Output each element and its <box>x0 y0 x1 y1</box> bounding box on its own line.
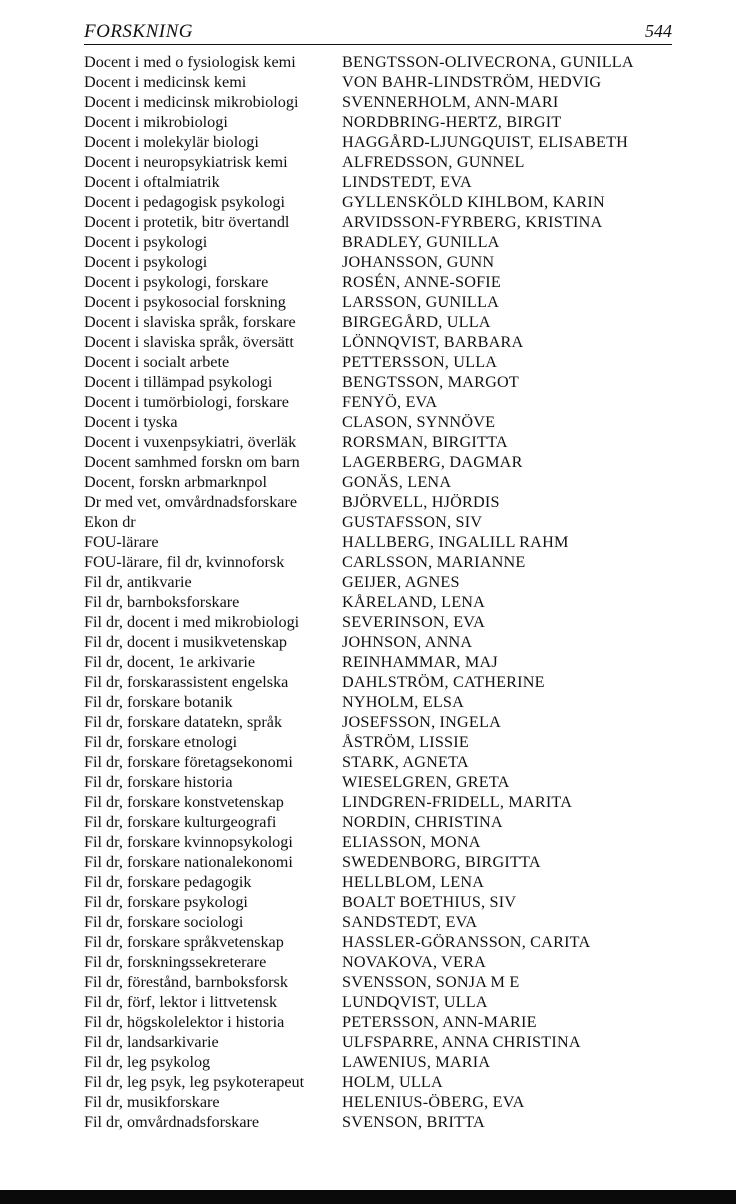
section-title: FORSKNING <box>84 21 193 42</box>
entry-title: Fil dr, forskare nationalekonomi <box>84 853 293 871</box>
directory-entry <box>84 332 694 352</box>
entry-name: PETERSSON, ANN-MARIE <box>342 1013 537 1031</box>
directory-entry <box>84 472 694 492</box>
entry-name: LAGERBERG, DAGMAR <box>342 453 523 471</box>
entry-name: LÖNNQVIST, BARBARA <box>342 333 524 351</box>
entry-title: Docent i oftalmiatrik <box>84 173 220 191</box>
entry-name: BOALT BOETHIUS, SIV <box>342 893 517 911</box>
directory-entry <box>84 352 694 372</box>
entry-title: Fil dr, forskare pedagogik <box>84 873 252 891</box>
directory-entry <box>84 192 694 212</box>
entry-title: Fil dr, forskare botanik <box>84 693 233 711</box>
directory-entry <box>84 832 694 852</box>
entry-title: FOU-lärare <box>84 533 159 551</box>
entry-title: Docent i med o fysiologisk kemi <box>84 53 296 71</box>
entry-name: ALFREDSSON, GUNNEL <box>342 153 525 171</box>
directory-entry <box>84 152 694 172</box>
entry-title: Ekon dr <box>84 513 136 531</box>
entry-name: STARK, AGNETA <box>342 753 469 771</box>
entry-name: GYLLENSKÖLD KIHLBOM, KARIN <box>342 193 605 211</box>
entry-name: DAHLSTRÖM, CATHERINE <box>342 673 545 691</box>
entry-title: Fil dr, forskarassistent engelska <box>84 673 289 691</box>
entry-name: CARLSSON, MARIANNE <box>342 553 526 571</box>
directory-entry <box>84 252 694 272</box>
directory-entry <box>84 1052 694 1072</box>
entry-name: LARSSON, GUNILLA <box>342 293 499 311</box>
entry-name: SVENNERHOLM, ANN-MARI <box>342 93 559 111</box>
entry-title: Fil dr, forskare historia <box>84 773 233 791</box>
entry-name: JOSEFSSON, INGELA <box>342 713 501 731</box>
directory-entry <box>84 292 694 312</box>
directory-entry <box>84 112 694 132</box>
directory-entry <box>84 52 694 72</box>
directory-entry <box>84 852 694 872</box>
directory-entry <box>84 1112 694 1132</box>
entry-title: Fil dr, högskolelektor i historia <box>84 1013 285 1031</box>
entry-title: Docent i molekylär biologi <box>84 133 259 151</box>
entry-title: Docent i tillämpad psykologi <box>84 373 273 391</box>
directory-entry <box>84 132 694 152</box>
entry-title: Fil dr, barnboksforskare <box>84 593 240 611</box>
entry-name: BRADLEY, GUNILLA <box>342 233 500 251</box>
entry-title: Fil dr, forskare sociologi <box>84 913 244 931</box>
entry-title: Fil dr, forskare företagsekonomi <box>84 753 293 771</box>
page-number: 544 <box>645 21 672 41</box>
entry-name: JOHNSON, ANNA <box>342 633 473 651</box>
entry-title: Docent i psykosocial forskning <box>84 293 286 311</box>
entry-name: HAGGÅRD-LJUNGQUIST, ELISABETH <box>342 133 629 151</box>
entry-name: GUSTAFSSON, SIV <box>342 513 483 531</box>
entry-name: SVENSON, BRITTA <box>342 1113 485 1131</box>
directory-entry <box>84 872 694 892</box>
entry-title: Fil dr, förf, lektor i littvetensk <box>84 993 278 1011</box>
entry-name: ULFSPARRE, ANNA CHRISTINA <box>342 1033 581 1051</box>
entry-name: ELIASSON, MONA <box>342 833 481 851</box>
entry-title: Docent i tumörbiologi, forskare <box>84 393 289 411</box>
entry-title: Fil dr, docent, 1e arkivarie <box>84 653 256 671</box>
entry-title: Fil dr, leg psyk, leg psykoterapeut <box>84 1073 305 1091</box>
directory-list <box>84 52 694 1132</box>
entry-title: Fil dr, leg psykolog <box>84 1053 211 1071</box>
entry-title: Docent i medicinsk kemi <box>84 73 247 91</box>
entry-name: BENGTSSON-OLIVECRONA, GUNILLA <box>342 53 634 71</box>
directory-entry <box>84 172 694 192</box>
directory-entry <box>84 612 694 632</box>
entry-title: Fil dr, förestånd, barnboksforsk <box>84 973 288 991</box>
directory-entry <box>84 652 694 672</box>
directory-entry <box>84 592 694 612</box>
directory-entry <box>84 952 694 972</box>
directory-entry <box>84 272 694 292</box>
directory-entry <box>84 1092 694 1112</box>
entry-title: Docent i neuropsykiatrisk kemi <box>84 153 288 171</box>
entry-title: Fil dr, forskare kvinnopsykologi <box>84 833 293 851</box>
entry-name: LINDSTEDT, EVA <box>342 173 472 191</box>
entry-title: Docent i psykologi <box>84 233 208 251</box>
entry-title: Fil dr, landsarkivarie <box>84 1033 219 1051</box>
entry-title: Docent i pedagogisk psykologi <box>84 193 285 211</box>
directory-entry <box>84 452 694 472</box>
directory-entry <box>84 752 694 772</box>
entry-title: Fil dr, antikvarie <box>84 573 192 591</box>
entry-title: Docent i psykologi, forskare <box>84 273 269 291</box>
entry-name: HOLM, ULLA <box>342 1073 443 1091</box>
entry-title: Fil dr, omvårdnadsforskare <box>84 1113 260 1131</box>
entry-name: GONÄS, LENA <box>342 473 452 491</box>
entry-name: HELENIUS-ÖBERG, EVA <box>342 1093 525 1111</box>
directory-entry <box>84 432 694 452</box>
directory-entry <box>84 1032 694 1052</box>
directory-entry <box>84 972 694 992</box>
entry-name: ÅSTRÖM, LISSIE <box>342 733 469 751</box>
entry-title: FOU-lärare, fil dr, kvinnoforsk <box>84 553 285 571</box>
entry-name: JOHANSSON, GUNN <box>342 253 495 271</box>
entry-name: WIESELGREN, GRETA <box>342 773 510 791</box>
entry-title: Docent i tyska <box>84 413 178 431</box>
entry-title: Fil dr, forskare datatekn, språk <box>84 713 283 731</box>
directory-entry <box>84 532 694 552</box>
entry-name: FENYÖ, EVA <box>342 393 438 411</box>
entry-title: Docent i medicinsk mikrobiologi <box>84 93 299 111</box>
entry-name: RORSMAN, BIRGITTA <box>342 433 508 451</box>
entry-title: Fil dr, forskare konstvetenskap <box>84 793 284 811</box>
entry-name: HELLBLOM, LENA <box>342 873 485 891</box>
directory-entry <box>84 92 694 112</box>
directory-entry <box>84 212 694 232</box>
directory-entry <box>84 712 694 732</box>
entry-name: VON BAHR-LINDSTRÖM, HEDVIG <box>342 73 602 91</box>
directory-entry <box>84 232 694 252</box>
directory-entry <box>84 412 694 432</box>
entry-title: Docent i psykologi <box>84 253 208 271</box>
entry-name: LINDGREN-FRIDELL, MARITA <box>342 793 573 811</box>
entry-name: NYHOLM, ELSA <box>342 693 465 711</box>
entry-title: Fil dr, forskare psykologi <box>84 893 248 911</box>
entry-name: SWEDENBORG, BIRGITTA <box>342 853 541 871</box>
entry-title: Fil dr, docent i med mikrobiologi <box>84 613 300 631</box>
entry-title: Docent i protetik, bitr övertandl <box>84 213 290 231</box>
directory-entry <box>84 1012 694 1032</box>
page-header <box>84 18 672 45</box>
directory-entry <box>84 672 694 692</box>
entry-name: PETTERSSON, ULLA <box>342 353 498 371</box>
entry-name: NOVAKOVA, VERA <box>342 953 487 971</box>
entry-name: KÅRELAND, LENA <box>342 593 486 611</box>
entry-title: Fil dr, forskare språkvetenskap <box>84 933 284 951</box>
entry-title: Docent i mikrobiologi <box>84 113 228 131</box>
directory-entry <box>84 72 694 92</box>
entry-name: BENGTSSON, MARGOT <box>342 373 519 391</box>
entry-title: Docent samhmed forskn om barn <box>84 453 300 471</box>
entry-title: Fil dr, docent i musikvetenskap <box>84 633 288 651</box>
entry-title: Fil dr, musikforskare <box>84 1093 220 1111</box>
entry-name: HASSLER-GÖRANSSON, CARITA <box>342 933 591 951</box>
entry-name: BJÖRVELL, HJÖRDIS <box>342 493 500 511</box>
directory-entry <box>84 912 694 932</box>
entry-name: ROSÉN, ANNE-SOFIE <box>342 273 501 291</box>
directory-entry <box>84 632 694 652</box>
directory-entry <box>84 392 694 412</box>
directory-entry <box>84 572 694 592</box>
directory-entry <box>84 772 694 792</box>
directory-entry <box>84 512 694 532</box>
directory-entry <box>84 992 694 1012</box>
entry-title: Docent i socialt arbete <box>84 353 230 371</box>
directory-entry <box>84 792 694 812</box>
entry-name: GEIJER, AGNES <box>342 573 460 591</box>
directory-entry <box>84 492 694 512</box>
entry-title: Docent i slaviska språk, forskare <box>84 313 296 331</box>
entry-name: HALLBERG, INGALILL RAHM <box>342 533 569 551</box>
entry-title: Fil dr, forskare etnologi <box>84 733 238 751</box>
entry-name: BIRGEGÅRD, ULLA <box>342 313 491 331</box>
entry-title: Fil dr, forskare kulturgeografi <box>84 813 277 831</box>
entry-title: Docent i vuxenpsykiatri, överläk <box>84 433 297 451</box>
entry-name: NORDIN, CHRISTINA <box>342 813 503 831</box>
directory-entry <box>84 692 694 712</box>
entry-title: Docent i slaviska språk, översätt <box>84 333 294 351</box>
directory-entry <box>84 732 694 752</box>
entry-name: LUNDQVIST, ULLA <box>342 993 488 1011</box>
entry-name: LAWENIUS, MARIA <box>342 1053 491 1071</box>
directory-entry <box>84 892 694 912</box>
directory-entry <box>84 812 694 832</box>
entry-name: CLASON, SYNNÖVE <box>342 413 496 431</box>
entry-title: Dr med vet, omvårdnadsforskare <box>84 493 298 511</box>
entry-title: Docent, forskn arbmarknpol <box>84 473 267 491</box>
entry-name: SANDSTEDT, EVA <box>342 913 478 931</box>
directory-entry <box>84 552 694 572</box>
directory-entry <box>84 932 694 952</box>
directory-entry <box>84 312 694 332</box>
directory-entry <box>84 372 694 392</box>
scan-edge-bar <box>0 1190 736 1204</box>
entry-name: ARVIDSSON-FYRBERG, KRISTINA <box>342 213 603 231</box>
entry-name: SVENSSON, SONJA M E <box>342 973 520 991</box>
entry-title: Fil dr, forskningssekreterare <box>84 953 267 971</box>
directory-entry <box>84 1072 694 1092</box>
entry-name: SEVERINSON, EVA <box>342 613 486 631</box>
entry-name: NORDBRING-HERTZ, BIRGIT <box>342 113 562 131</box>
entry-name: REINHAMMAR, MAJ <box>342 653 498 671</box>
